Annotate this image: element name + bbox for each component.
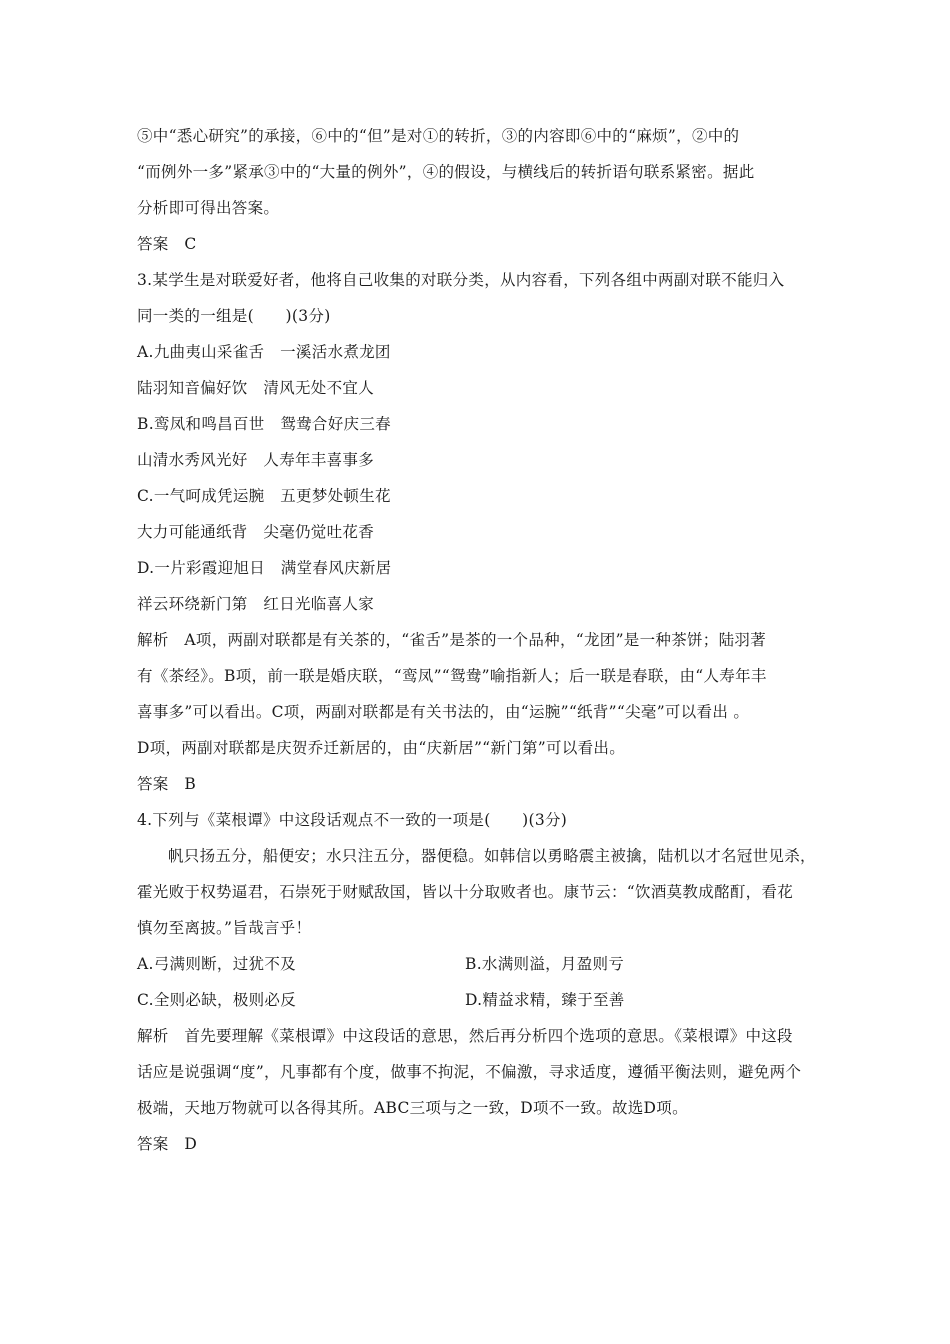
analysis-line: 极端，天地万物就可以各得其所。ABC三项与之一致，D项不一致。故选D项。: [137, 1099, 688, 1117]
option-line: 大力可能通纸背 尖毫仍觉吐花香: [137, 523, 375, 541]
option-line: D.一片彩霞迎旭日 满堂春风庆新居: [137, 559, 392, 577]
passage-line: 慎勿至离披。”旨哉言乎！: [137, 919, 312, 937]
answer-line: 答案 B: [137, 775, 197, 793]
option-line: 祥云环绕新门第 红日光临喜人家: [137, 595, 375, 613]
analysis-line: D项，两副对联都是庆贺乔迁新居的，由“庆新居”“新门第”可以看出。: [137, 739, 626, 757]
answer-line: 答案 D: [137, 1135, 198, 1153]
analysis-line: ⑤中“悉心研究”的承接，⑥中的“但”是对①的转折，③的内容即⑥中的“麻烦”，②中的: [137, 127, 740, 145]
answer-line: 答案 C: [137, 235, 197, 253]
analysis-line: 分析即可得出答案。: [137, 199, 280, 217]
analysis-line: 解析 首先要理解《菜根谭》中这段话的意思，然后再分析四个选项的意思。《菜根谭》中这段: [137, 1027, 793, 1045]
option-line: 陆羽知音偏好饮 清风无处不宜人: [137, 379, 375, 397]
option-line: A.九曲夷山采雀舌 一溪活水煮龙团: [137, 343, 391, 361]
analysis-line: 解析 A项，两副对联都是有关茶的，“雀舌”是茶的一个品种，“龙团”是一种茶饼；陆羽著: [137, 631, 766, 649]
option-line: B.鸾凤和鸣昌百世 鸳鸯合好庆三春: [137, 415, 391, 433]
analysis-line: 有《茶经》。B项，前一联是婚庆联，“鸾凤”“鸳鸯”喻指新人；后一联是春联，由“人寿年丰: [137, 667, 767, 685]
analysis-line: 喜事多”可以看出。C项，两副对联都是有关书法的，由“运腕”“纸背”“尖毫”可以看出 。: [137, 703, 750, 721]
option-c: C.全则必缺，极则必反: [137, 991, 297, 1009]
question-stem: 同一类的一组是( )(3分): [137, 307, 331, 325]
passage-line: 帆只扬五分，船便安；水只注五分，器便稳。如韩信以勇略震主被擒，陆机以才名冠世见杀，: [168, 847, 816, 865]
option-d: D.精益求精，臻于至善: [465, 991, 625, 1009]
option-b: B.水满则溢，月盈则亏: [465, 955, 625, 973]
question-stem: 3.某学生是对联爱好者，他将自己收集的对联分类，从内容看，下列各组中两副对联不能归入: [137, 271, 785, 289]
question-stem: 4.下列与《菜根谭》中这段话观点不一致的一项是( )(3分): [137, 811, 568, 829]
option-a: A.弓满则断，过犹不及: [137, 955, 296, 973]
passage-line: 霍光败于权势逼君，石崇死于财赋敌国，皆以十分取败者也。康节云：“饮酒莫教成酩酊，看花: [137, 883, 794, 901]
analysis-line: “而例外一多”紧承③中的“大量的例外”，④的假设，与横线后的转折语句联系紧密。据此: [137, 163, 755, 181]
analysis-line: 话应是说强调“度”，凡事都有个度，做事不拘泥，不偏激，寻求适度，遵循平衡法则，避免两个: [137, 1063, 802, 1081]
option-line: C.一气呵成凭运腕 五更梦处顿生花: [137, 487, 391, 505]
option-line: 山清水秀风光好 人寿年丰喜事多: [137, 451, 375, 469]
